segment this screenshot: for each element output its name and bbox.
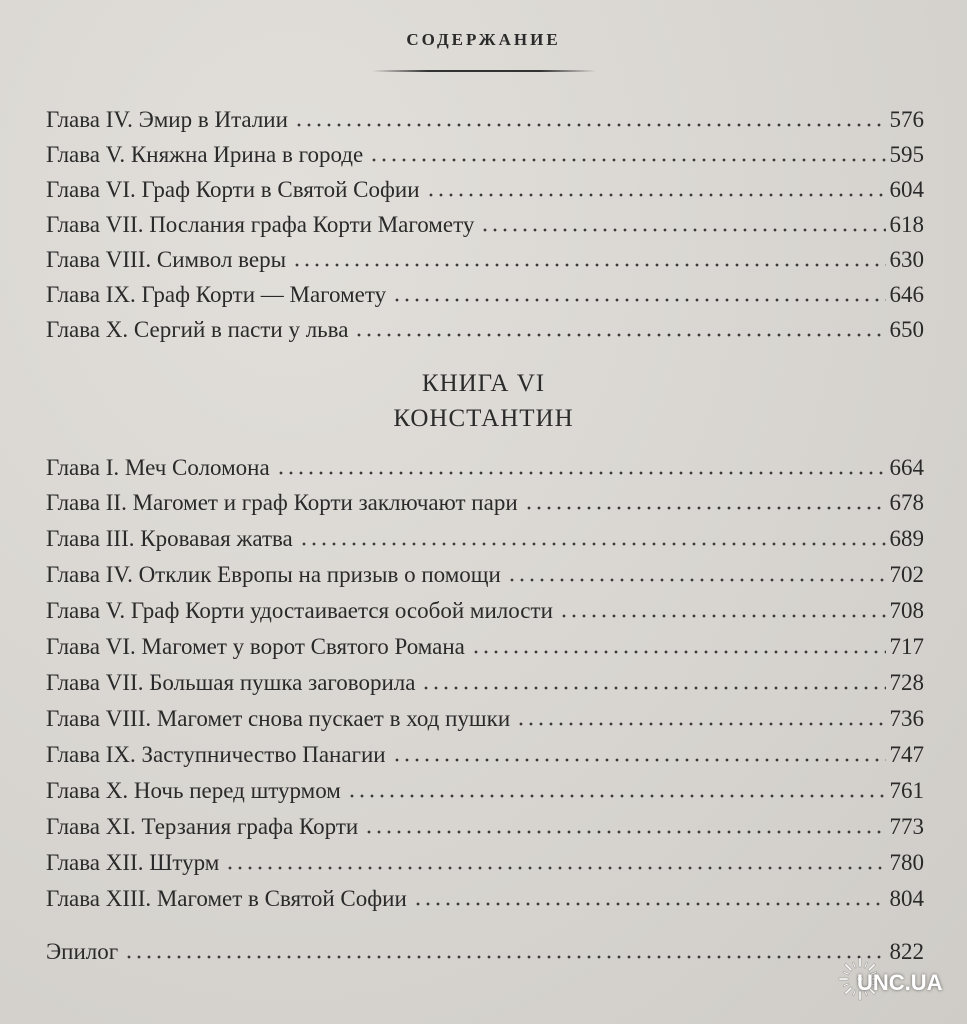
toc-entry-page: 804 bbox=[889, 886, 924, 911]
dot-leader bbox=[516, 722, 885, 726]
toc-entry-title: Глава IX. Граф Корти — Магомету bbox=[46, 282, 387, 307]
toc-entry-title: Глава VI. Магомет у ворот Святого Романа bbox=[46, 634, 465, 659]
toc-entry-title: Глава II. Магомет и граф Корти заключают пари bbox=[46, 490, 518, 515]
dot-leader bbox=[292, 263, 885, 267]
toc-entry-page: 780 bbox=[889, 850, 924, 875]
dot-leader bbox=[369, 158, 885, 162]
toc-entry-page: 678 bbox=[889, 490, 924, 515]
dot-leader bbox=[413, 902, 886, 906]
dot-leader bbox=[426, 193, 886, 197]
toc-entry-page: 702 bbox=[889, 562, 924, 587]
toc-entry[interactable] bbox=[46, 483, 924, 517]
toc-entry[interactable] bbox=[46, 205, 924, 239]
toc-entry-title: Глава V. Княжна Ирина в городе bbox=[46, 142, 364, 167]
toc-entry-title: Эпилог bbox=[46, 939, 119, 964]
dot-leader bbox=[471, 650, 886, 654]
page-title: СОДЕРЖАНИЕ bbox=[406, 30, 561, 49]
toc-entry[interactable] bbox=[46, 843, 924, 877]
toc-entry-title: Глава IV. Отклик Европы на призыв о помощи bbox=[46, 562, 501, 587]
toc-entry-page: 717 bbox=[889, 634, 924, 659]
watermark-text: UNC.UA bbox=[857, 970, 943, 995]
toc-entry-page: 650 bbox=[889, 317, 924, 342]
toc-entry[interactable] bbox=[46, 771, 924, 805]
toc-entry[interactable] bbox=[46, 663, 924, 697]
toc-entry-title: Глава XI. Терзания графа Корти bbox=[46, 814, 359, 839]
toc-entry-title: Глава I. Меч Соломона bbox=[46, 455, 270, 480]
dot-leader bbox=[299, 542, 886, 546]
toc-entry-page: 822 bbox=[889, 939, 924, 964]
dot-leader bbox=[507, 578, 886, 582]
toc-entry-epilogue[interactable] bbox=[46, 932, 924, 966]
toc-entry[interactable] bbox=[46, 240, 924, 274]
toc-entry[interactable] bbox=[46, 699, 924, 733]
dot-leader bbox=[294, 123, 886, 127]
dot-leader bbox=[225, 866, 885, 870]
toc-entry-title: Глава VI. Граф Корти в Святой Софии bbox=[46, 177, 420, 202]
book-label: КНИГА VI bbox=[421, 370, 546, 397]
toc-entry-title: Глава VIII. Магомет снова пускает в ход пушки bbox=[46, 706, 511, 731]
toc-entry-title: Глава V. Граф Корти удостаивается особой милости bbox=[46, 598, 553, 623]
toc-entry-page: 618 bbox=[889, 212, 924, 237]
toc-entry[interactable] bbox=[46, 735, 924, 769]
toc-entry[interactable] bbox=[46, 135, 924, 169]
title-underline bbox=[372, 70, 596, 72]
toc-entry-page: 595 bbox=[889, 142, 924, 167]
toc-entry-title: Глава X. Сергий в пасти у льва bbox=[46, 317, 349, 342]
toc-entry-title: Глава IV. Эмир в Италии bbox=[46, 107, 288, 132]
toc-entry-title: Глава VII. Большая пушка заговорила bbox=[46, 670, 416, 695]
toc-entry-page: 689 bbox=[889, 526, 924, 551]
watermark bbox=[837, 950, 945, 1010]
toc-entry[interactable] bbox=[46, 310, 924, 344]
toc-entry[interactable] bbox=[46, 100, 924, 134]
toc-entry[interactable] bbox=[46, 555, 924, 589]
dot-leader bbox=[354, 333, 885, 337]
toc-entry-title: Глава X. Ночь перед штурмом bbox=[46, 778, 341, 803]
toc-entry-page: 773 bbox=[889, 814, 924, 839]
book-title: КОНСТАНТИН bbox=[393, 405, 574, 432]
toc-entry[interactable] bbox=[46, 170, 924, 204]
dot-leader bbox=[480, 228, 885, 232]
toc-entry-title: Глава III. Кровавая жатва bbox=[46, 526, 293, 551]
toc-entry-page: 736 bbox=[889, 706, 924, 731]
dot-leader bbox=[276, 471, 886, 475]
toc-entry-page: 630 bbox=[889, 247, 924, 272]
toc-entry-page: 604 bbox=[889, 177, 924, 202]
dot-leader bbox=[124, 955, 885, 959]
toc-entry[interactable] bbox=[46, 591, 924, 625]
dot-leader bbox=[364, 830, 885, 834]
toc-entry-title: Глава XIII. Магомет в Святой Софии bbox=[46, 886, 407, 911]
dot-leader bbox=[392, 298, 885, 302]
toc-entry[interactable] bbox=[46, 448, 924, 482]
toc-entry[interactable] bbox=[46, 879, 924, 913]
toc-entry-page: 747 bbox=[889, 742, 924, 767]
toc-entry-title: Глава VII. Послания графа Корти Магомету bbox=[46, 212, 475, 237]
dot-leader bbox=[524, 506, 886, 510]
dot-leader bbox=[559, 614, 886, 618]
dot-leader bbox=[347, 794, 886, 798]
toc-entry[interactable] bbox=[46, 627, 924, 661]
toc-entry[interactable] bbox=[46, 275, 924, 309]
toc-entry-page: 708 bbox=[889, 598, 924, 623]
dot-leader bbox=[392, 758, 886, 762]
dot-leader bbox=[421, 686, 885, 690]
toc-entry-page: 761 bbox=[889, 778, 924, 803]
toc-entry-title: Глава VIII. Символ веры bbox=[46, 247, 287, 272]
toc-entry-page: 646 bbox=[889, 282, 924, 307]
toc-entry-title: Глава IX. Заступничество Панагии bbox=[46, 742, 386, 767]
toc-entry-page: 664 bbox=[889, 455, 924, 480]
toc-entry-page: 728 bbox=[889, 670, 924, 695]
toc-entry[interactable] bbox=[46, 807, 924, 841]
toc-entry-page: 576 bbox=[889, 107, 924, 132]
toc-entry-title: Глава XII. Штурм bbox=[46, 850, 220, 875]
toc-entry[interactable] bbox=[46, 519, 924, 553]
